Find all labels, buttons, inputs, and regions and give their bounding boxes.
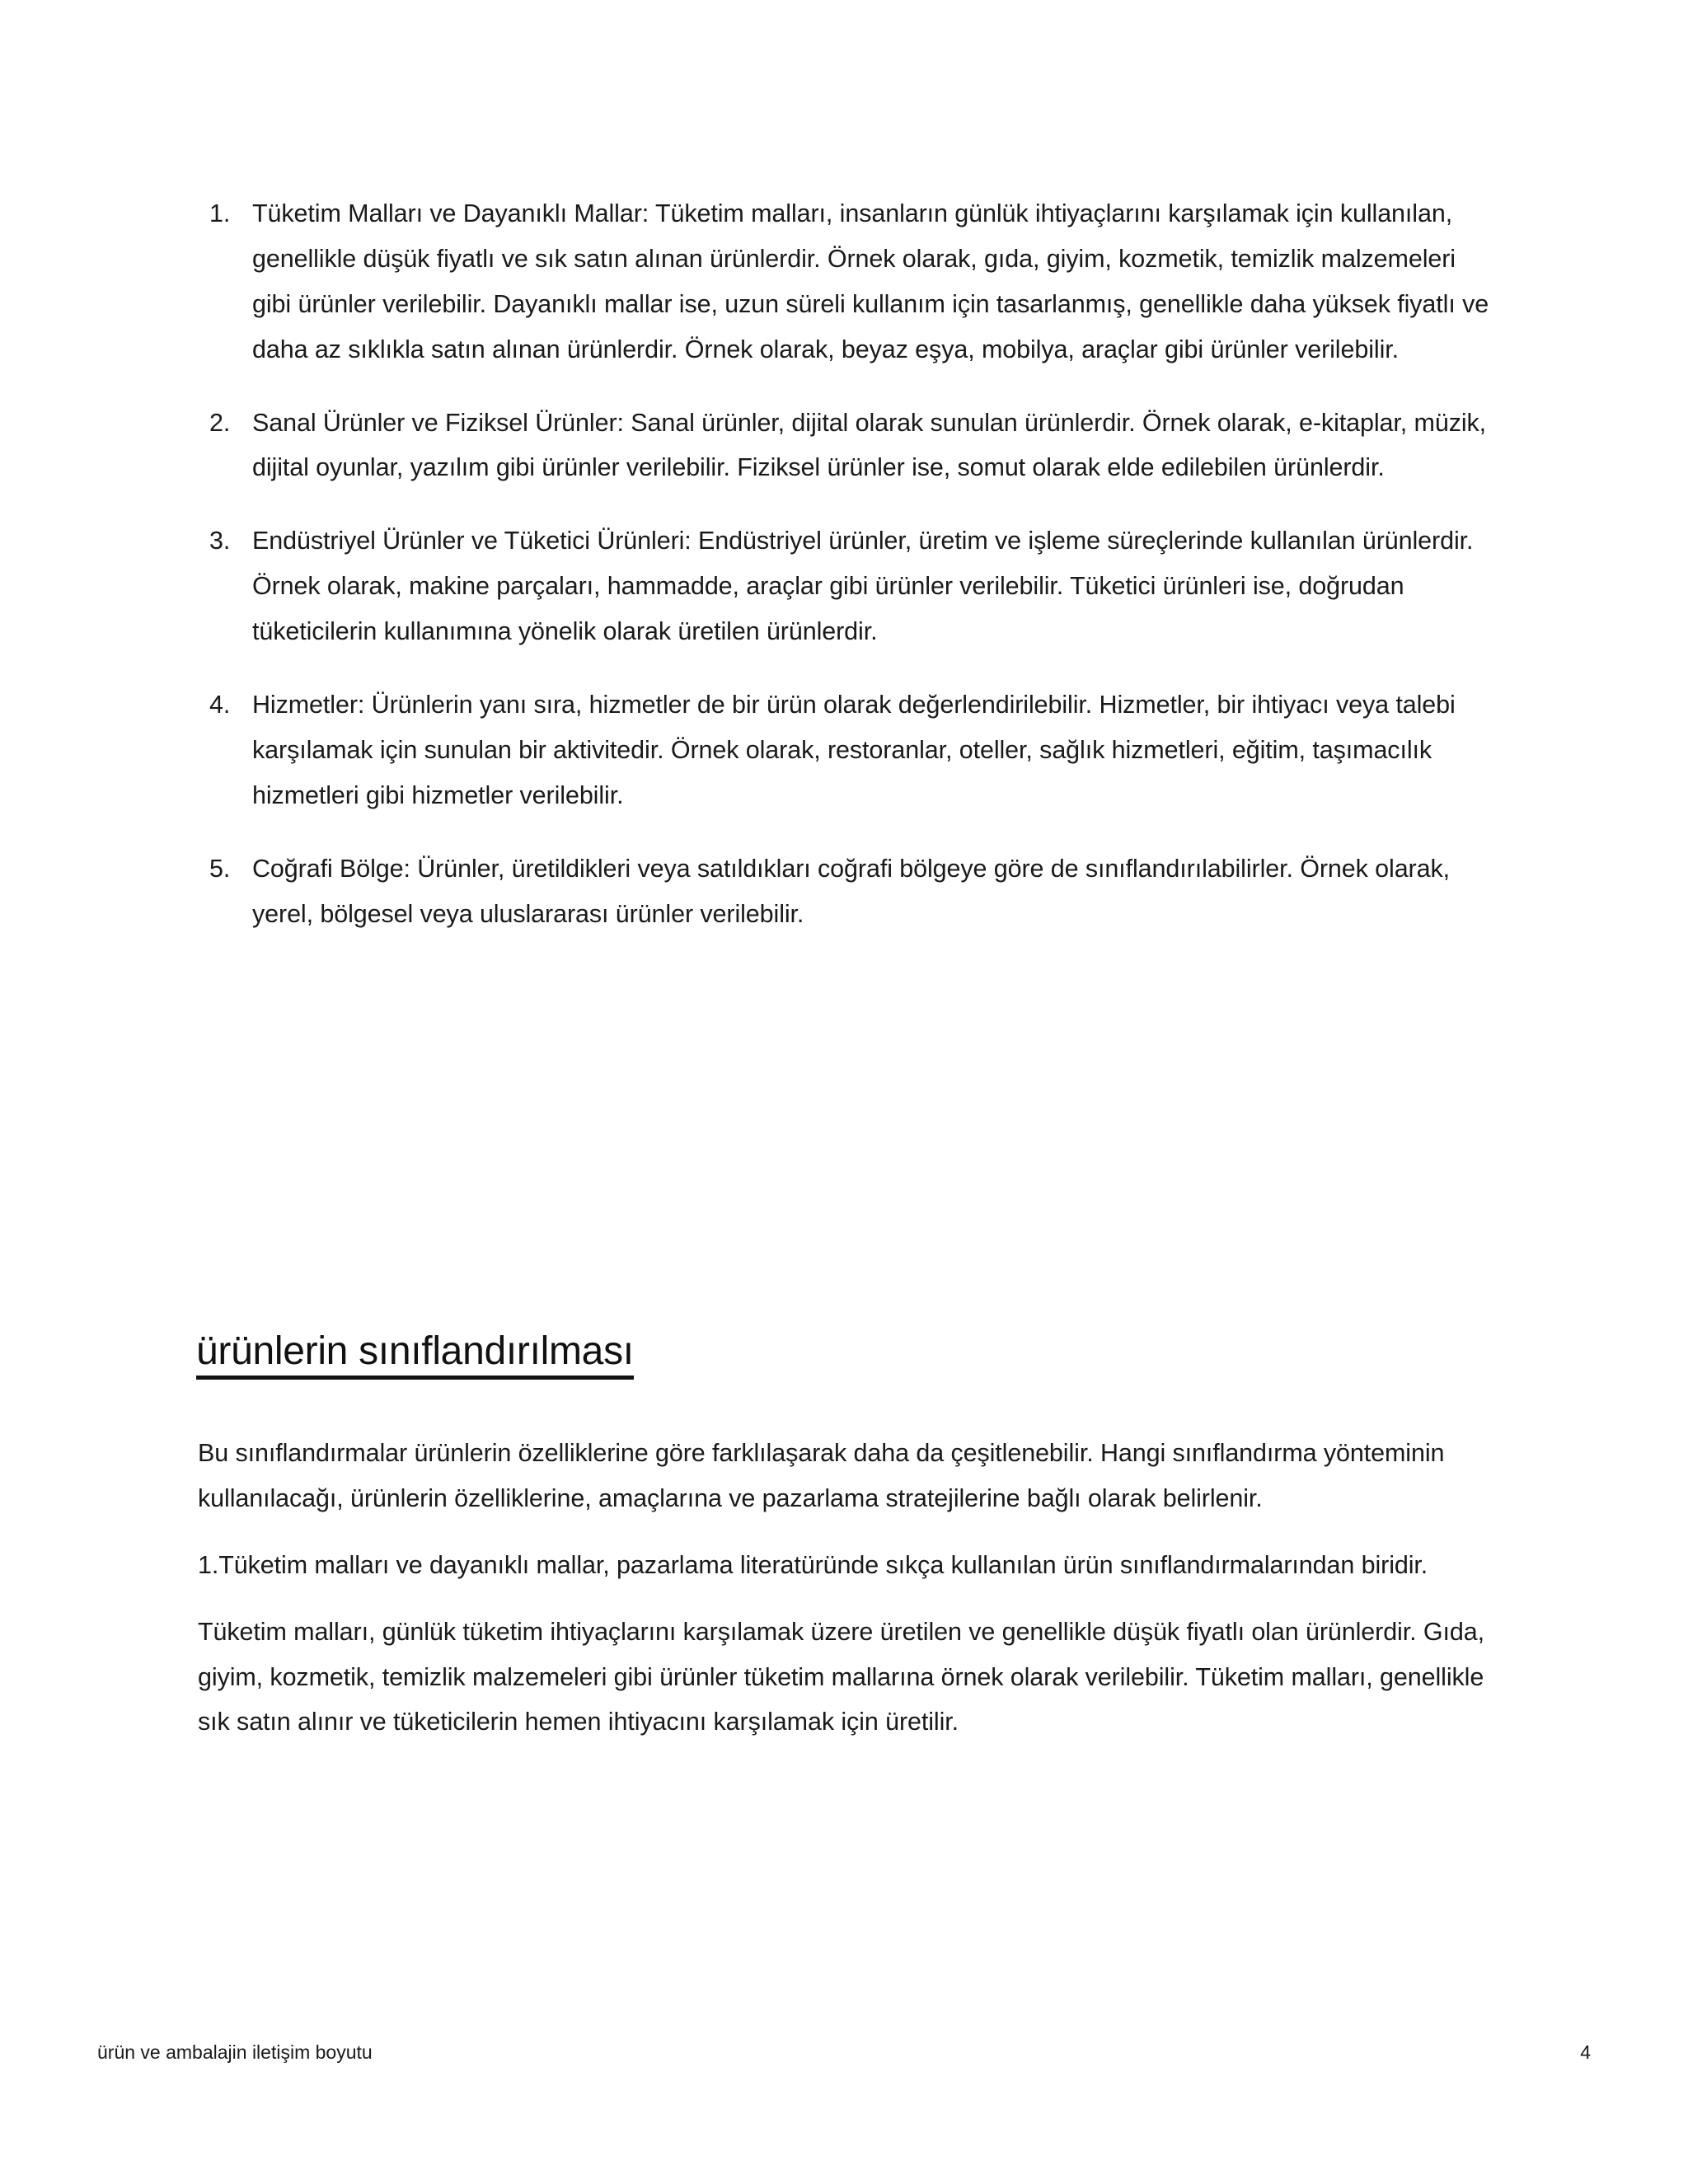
footer-title: ürün ve ambalajin iletişim boyutu <box>97 2041 373 2064</box>
list-item <box>198 518 1490 654</box>
section-heading: ürünlerin sınıflandırılması <box>196 1329 634 1380</box>
list-item-text: Hizmetler: Ürünlerin yanı sıra, hizmetler de bir ürün olarak değerlendirilebilir. Hizmetler, bir ihtiyacı veya talebi karşılamak için sunulan bir aktivitedir. Örnek olarak, restoranlar, oteller, sağlık hizmetleri, eğitim, taşımacılık hizmetleri gibi hizmetler verilebilir. <box>252 691 1456 809</box>
product-classification-list <box>198 191 1490 964</box>
page-number: 4 <box>1580 2041 1591 2064</box>
body-paragraph: Bu sınıflandırmalar ürünlerin özelliklerine göre farklılaşarak daha da çeşitlenebilir. Hangi sınıflandırma yönteminin kullanılacağı, ürünlerin özelliklerine, amaçlarına ve pazarlama stratejilerine bağlı olarak belirlenir. <box>198 1439 1445 1512</box>
page-footer <box>0 2032 1688 2074</box>
list-item-marker: 5. <box>209 854 231 883</box>
list-item-marker: 3. <box>209 527 231 555</box>
body-paragraph: 1.Tüketim malları ve dayanıklı mallar, pazarlama literatüründe sıkça kullanılan ürün sınıflandırmalarından biridir. <box>198 1550 1428 1579</box>
list-item-text: Tüketim Malları ve Dayanıklı Mallar: Tüketim malları, insanların günlük ihtiyaçlarını karşılamak için kullanılan, genellikle düşük fiyatlı ve sık satın alınan ürünlerdir. Örnek olarak, gıda, giyim, kozmetik, temizlik malzemeleri gibi ürünler verilebilir. Dayanıklı mallar ise, uzun süreli kullanım için tasarlanmış, genellikle daha yüksek fiyatlı ve daha az sıklıkla satın alınan ürünlerdir. Örnek olarak, beyaz eşya, mobilya, araçlar gibi ürünler verilebilir. <box>252 199 1489 363</box>
list-item-text: Coğrafi Bölge: Ürünler, üretildikleri veya satıldıkları coğrafi bölgeye göre de sınıflandırılabilirler. Örnek olarak, yerel, bölgesel veya uluslararası ürünler verilebilir. <box>252 854 1451 928</box>
list-item-marker: 4. <box>209 691 231 719</box>
list-item <box>198 846 1490 937</box>
list-item-marker: 1. <box>209 199 231 227</box>
section-body <box>198 1431 1492 1766</box>
list-item <box>198 682 1490 818</box>
list-item-marker: 2. <box>209 408 231 437</box>
list-item <box>198 191 1490 373</box>
list-item-text: Sanal Ürünler ve Fiziksel Ürünler: Sanal ürünler, dijital olarak sunulan ürünlerdir. Örnek olarak, e-kitaplar, müzik, dijital oyunlar, yazılım gibi ürünler verilebilir. Fiziksel ürünler ise, somut olarak elde edilebilen ürünlerdir. <box>252 408 1487 482</box>
list-item-text: Endüstriyel Ürünler ve Tüketici Ürünleri: Endüstriyel ürünler, üretim ve işleme süreçlerinde kullanılan ürünlerdir. Örnek olarak, makine parçaları, hammadde, araçlar gibi ürünler verilebilir. Tüketici ürünleri ise, doğrudan tüketicilerin kullanımına yönelik olarak üretilen ürünlerdir. <box>252 527 1474 646</box>
body-paragraph: Tüketim malları, günlük tüketim ihtiyaçlarını karşılamak üzere üretilen ve genellikle düşük fiyatlı olan ürünlerdir. Gıda, giyim, kozmetik, temizlik malzemeleri gibi ürünler tüketim mallarına örnek olarak verilebilir. Tüketim malları, genellikle sık satın alınır ve tüketicilerin hemen ihtiyacını karşılamak için üretilir. <box>198 1617 1484 1736</box>
list-item <box>198 401 1490 491</box>
